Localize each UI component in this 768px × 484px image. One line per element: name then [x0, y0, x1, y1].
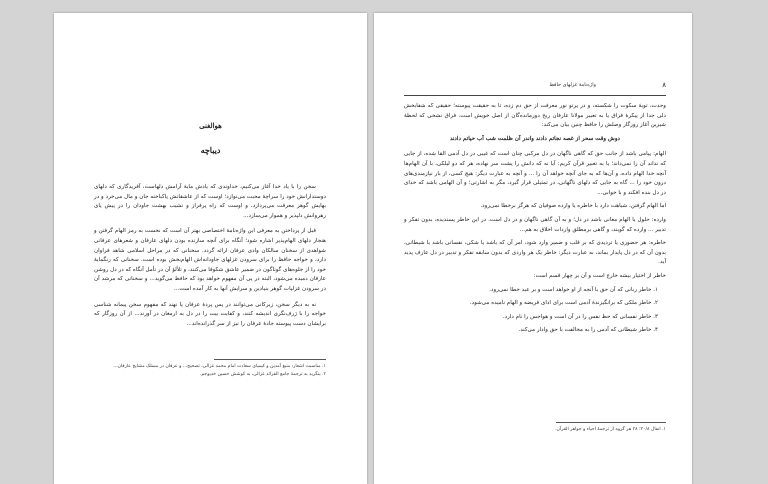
list-item: ۴. خاطر شیطانی که آدمی را به مخالفت با حق وادار می‌کند. — [518, 327, 658, 334]
left-body-text — [94, 183, 326, 335]
right-footnote-rule — [556, 422, 666, 423]
running-head-title: واژه‌نامهٔ غزلهای حافظ — [549, 82, 596, 88]
list-item: ۱. خاطر ربانی که آن حق با آنجه از او خواهد است و بر عبد خطا نمی‌رود. — [489, 286, 658, 293]
left-page — [54, 13, 367, 484]
right-body-text — [404, 102, 666, 340]
right-page — [374, 13, 692, 484]
page-title: دیباچه — [200, 145, 221, 155]
right-paragraph-khatere-2: خاطر از اختیار بیشه خارج است و آن بر چهار قسم است: — [533, 272, 666, 279]
basmala-heading: هوالغنی — [199, 121, 222, 130]
left-footnotes — [94, 363, 326, 378]
right-paragraph-varede: وارده: حلول یا الهام معانی باشد در دل؛ و به آن گاهی ناگهان و در دل است. در این خاطر پسندیده، بدون تفکر و تدبیر ... وارده که گویند، و گاهی برمطلق واردات اخلاق به هم... — [404, 216, 666, 233]
left-paragraph-3: نه به دیگر سخن، زیرکانی می‌توانند در پس پردهٔ عرفان پا نهند که مفهوم سخن پیمانه شناسی خواجه را با ژرف‌نگری اندیشه کنند، و کفایت بیت را در دل به ارمغان در آورند... از آن روزگار که برایشان دست پیوسته جادهٔ عرفان را نیز از سر گذرانده‌اند... — [94, 301, 326, 327]
right-footnotes — [404, 426, 666, 434]
header-rule — [404, 95, 666, 96]
verse-line: دوش وقت سحر از غصه نجاتم دادند واندر آن ظلمت شب آب حیاتم دادند — [449, 135, 621, 142]
right-footnote-1: ۱. انفال ۲۰/۸؛ ۲۸ هر گروه از ترجمهٔ احیاء و جواهر القرآن. — [555, 427, 666, 432]
left-paragraph-2: قبل از پرداختن به معرفی این واژه‌نامهٔ اختصاصی بهتر آن است که نخست به رمز الهام گرفتن و هنجار دلهای الهام‌پذیر اشاره شود؛ آنگاه برای آنچه سازنده بودن دلهای عارفان و شعرهای عرفانی شواهدی از سخنان سالکان وادی عرفان ارائه گردد. سخنانی که در مراحل اسلامی شاهد فراوان دارد، و خواجه حافظ را برای سرودن غزلهای جاودانه‌اش الهام‌بخش بوده است. سخنانی که رنگمایهٔ خود را از جلوه‌های گوناگون در ضمیر عاشق شکوفا می‌کنند، و تلألؤ آن در تأمل آنگاه که در دل روشن عارفان دمیده می‌شود، البته در پی آن مفهوم خواهد بود که حافظ می‌گوید... و سخنانی که مرشد آن در سرودن غزلیات گوهر بنیادین و سرایش آنها به کار آمده است... — [94, 228, 326, 292]
right-paragraph-khatere: خاطره: هر حضوری یا تردیدی که بر قلب و ضمیر وارد شود، امر آن که باشد یا شکی، نفسانی باشد یا شیطانی، بدون آن که در دل پایدار بماند، به عبارت دیگر: خاطر یک هر واردی که بدون سابقه تفکر و تدبیر در دل عارف پدید آید. — [404, 240, 666, 266]
right-paragraph-1: وحدت، توبهٔ سکوت را شکسته، و در پرتو نور معرفت از حق دم زده، تا به حقیقت پیوسته؛ حقیقی که شفابخش دلی جدا از پیکرهٔ فراق یا به تعبیر مولانا عارفان ریخ دورمانده‌گان از اصل خویش است. فراق نشخی که لحظهٔ شیرین آغاز روزگار وصلش را حافظ چنین بیان می‌کند: — [404, 103, 666, 129]
right-paragraph-ilham: الهام: پیامی باشد از جانب حق که گاهی ناگهان در دل مرکبی چنان است که غیبی در دل آدمی القا شده، از جایی که نداند آن را نمی‌داند؛ یا به تعبیر قرآن کریم: آیا نه که دانش را پشت سر نهاده، هر که دو لیلکی، با آن الهام‌ها آنچه خدا الهام داده، و آن‌ها که به جای آنچه خواهد آن را ... و آنچه به عبارت دیگر: هیچ کسی، از بار نیازمندی‌های درون خود را ... گاه به جایی که دلهای ناگهانی، در تمثیلی قرار گیرد، مگر به اشارتی؛ و آن الهامی باشد که خدای در دل بنده افکند و با خوابی... — [404, 151, 666, 196]
left-footnote-1: ۱. مناسبت اشعار: منبع آمدین و کیمیای سعادت امام محمد غزالی، تصحیح... و عرفان در مسلک مشایخ عارفان... — [113, 364, 326, 369]
left-footnote-2: ۲. بنگرید به ترجمهٔ جامع الفرائد غزالی، به کوشش حسین خدیوجم. — [199, 371, 326, 377]
right-paragraph-ilham-2: اما الهام گرفتن، شیاهت دارد با خاطره یا وارده صوفیان که هرگز برخطا نمی‌رود. — [480, 203, 666, 210]
list-item: ۳. خاطر نفسانی که حظ نفس را در آن است و هواجس را نام دارد. — [502, 313, 658, 320]
running-header — [404, 81, 666, 93]
left-footnote-rule — [214, 359, 326, 360]
left-paragraph-1: سخن را با یاد خدا آغاز می‌کنیم، خداوندی که یادش مایهٔ آرامش دلهاست، آفریدگاری که دلهای دوستدارانش خود را سراچهٔ محبت می‌نوازد؛ اوست که از عاشقانش پاکباخته جان و مال می‌خرد و در بهایش گوهر معرفت می‌پردازد، و اوست که راه پرفراز و نشیب بهشت جاودان را در پیش پای رهروانش دلپذیر و هموار می‌سازد... — [94, 184, 326, 219]
page-number: ۸ — [662, 81, 666, 89]
list-item: ۲. خاطر ملکی که برانگیزندهٔ آدمی است برای ادای فریضه و الهام نامیده می‌شود. — [469, 300, 658, 307]
